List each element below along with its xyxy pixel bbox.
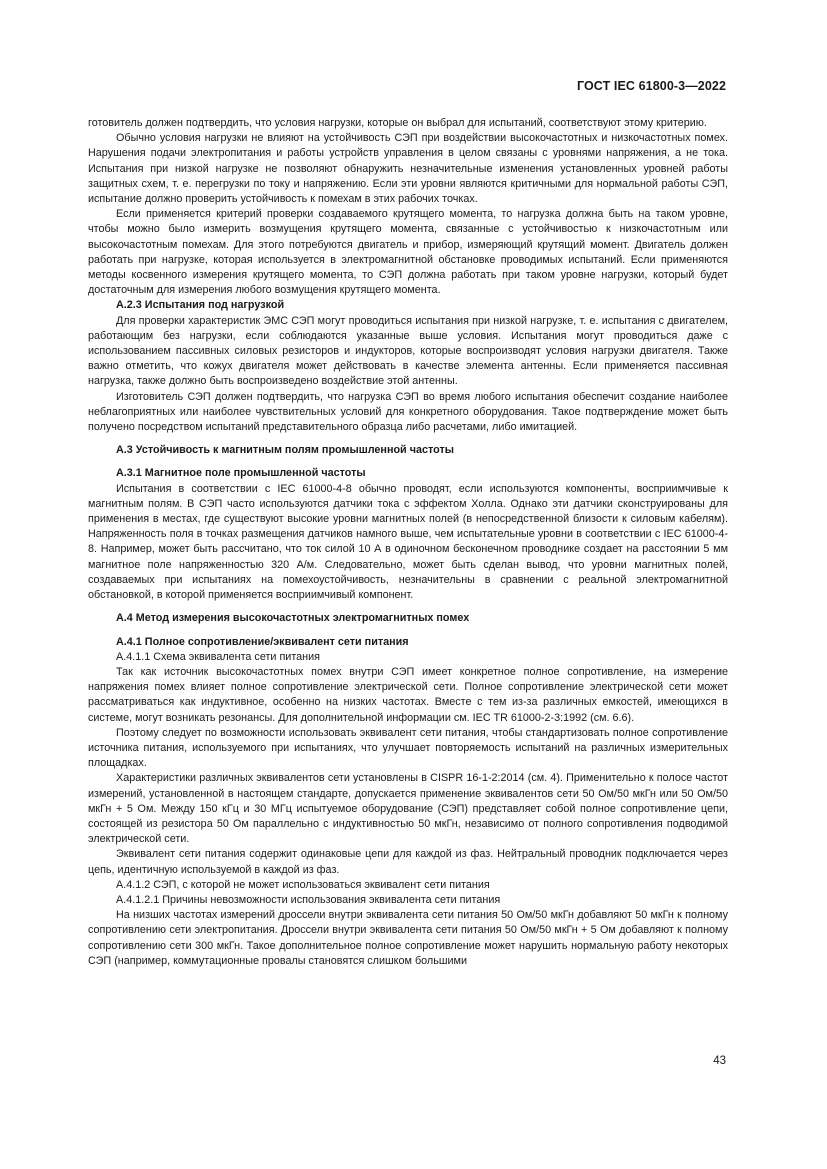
paragraph: Так как источник высокочастотных помех внутри СЭП имеет конкретное полное сопротивление, на измерение напряжения помех влияет полное сопротивление электрической сети. Полное сопротивление электрической сети может рассматриваться как индуктивное, особенно на низких частотах. Вместе с тем из-за различных емкостей, имеющихся в системе, могут возникать резонансы. Для дополнительной информации см. IEC TR 61000-2-3:1992 (см. 6.6).: [88, 665, 728, 724]
paragraph: Изготовитель СЭП должен подтвердить, что нагрузка СЭП во время любого испытания обеспечит создание наиболее неблагоприятных или наиболее чувствительных условий для конкретного оборудования. Такое подтверждение может быть получено посредством испытаний представительного образца либо расчетами, либо имитацией.: [88, 390, 728, 434]
section-heading: А.2.3 Испытания под нагрузкой: [116, 299, 285, 312]
paragraph: Испытания в соответствии с IEC 61000-4-8 обычно проводят, если используются компоненты, восприимчивые к магнитным полям. В СЭП часто используются датчики тока с эффектом Холла. Однако эти датчики сконструированы для применения в местах, где существуют высокие уровни магнитных полей (в непосредственной близости к силовым кабелям). Напряженность поля в точках размещения датчиков намного выше, чем испытательные уровни в соответствии с IEC 61000-4-8. Например, может быть рассчитано, что ток силой 10 А в одиночном бесконечном проводнике создает на расстоянии 5 мм магнитное поле напряженностью 320 А/м. Следовательно, может быть сделан вывод, что уровни магнитных полей, создаваемых при испытаниях на помехоустойчивость, незначительны в сравнении с реальной электромагнитной обстановкой, в которой применяется восприимчивый компонент.: [88, 482, 728, 602]
paragraph: готовитель должен подтвердить, что условия нагрузки, которые он выбрал для испытаний, соответствуют этому критерию.: [88, 117, 707, 129]
subsection-title: А.4.1.2 СЭП, с которой не может использоваться эквивалент сети питания: [116, 878, 490, 891]
paragraph: Для проверки характеристик ЭМС СЭП могут проводиться испытания при низкой нагрузке, т. е. испытания с двигателем, работающим без нагрузки, если соблюдаются указанные выше условия. Испытания могут проводиться даже с использованием пассивных силовых резисторов и индукторов, которые воспроизводят условия нагрузки двигателя. Также важно отметить, что кожух двигателя может действовать в качестве элемента антенны. Если применяется пассивная нагрузка, также должно быть воспроизведено воздействие этой антенны.: [88, 314, 728, 388]
document-body: [88, 116, 728, 969]
section-heading: А.3.1 Магнитное поле промышленной частоты: [116, 467, 366, 480]
page-number: 43: [713, 1055, 726, 1067]
paragraph: Характеристики различных эквивалентов сети установлены в CISPR 16-1-2:2014 (см. 4). Применительно к полосе частот измерений, установленной в настоящем стандарте, допускается применение эквивалентов сети 50 Ом/50 мкГн или 50 Ом/50 мкГн + 5 Ом. Между 150 кГц и 30 МГц испытуемое оборудование (СЭП) представляет собой полное сопротивление цепи, состоящей из резистора 50 Ом параллельно с индуктивностью 50 мкГн, независимо от полного сопротивления подводимой электрической сети.: [88, 772, 728, 846]
section-heading: А.3 Устойчивость к магнитным полям промышленной частоты: [116, 444, 454, 457]
subsection-title: А.4.1.1 Схема эквивалента сети питания: [116, 650, 321, 663]
section-heading: А.4 Метод измерения высокочастотных электромагнитных помех: [116, 612, 470, 625]
paragraph: Эквивалент сети питания содержит одинаковые цепи для каждой из фаз. Нейтральный проводник подключается через цепь, идентичную используемой в каждой из фаз.: [88, 848, 728, 876]
paragraph: На низших частотах измерений дроссели внутри эквивалента сети питания 50 Ом/50 мкГн добавляют 50 мкГн к полному сопротивлению сети электропитания. Дроссели внутри эквивалента сети питания 50 Ом/50 мкГн + 5 Ом добавляют к полному сопротивлению сети 300 мкГн. Такое дополнительное полное сопротивление может нарушить нормальную работу некоторых СЭП (например, коммутационные провалы становятся слишком большими: [88, 909, 728, 967]
section-heading: А.4.1 Полное сопротивление/эквивалент сети питания: [116, 635, 409, 648]
paragraph: Если применяется критерий проверки создаваемого крутящего момента, то нагрузка должна быть на таком уровне, чтобы можно было измерить возмущения крутящего момента, связанные с устойчивостью к низкочастотным или высокочастотным помехам. Для этого потребуются двигатель и прибор, измеряющий крутящий момент. Двигатель должен работать при нагрузке, которая используется в электромагнитной обстановке проводимых испытаний. Если применяются методы косвенного измерения крутящего момента, то СЭП должна работать при таком уровне нагрузки, который будет достаточным для измерения любого возмущения крутящего момента.: [88, 208, 728, 297]
subsection-title: А.4.1.2.1 Причины невозможности использования эквивалента сети питания: [116, 893, 501, 906]
paragraph: Обычно условия нагрузки не влияют на устойчивость СЭП при воздействии высокочастотных и низкочастотных помех. Нарушения подачи электропитания и работы устройств управления в целом связаны с уровнями напряжения, а не тока. Испытания при низкой нагрузке не позволяют обнаружить незначительные изменения установленных уровней работы защитных схем, т. е. перегрузки по току и напряжению. Если эти уровни являются критичными для нормальной работы СЭП, испытание должно проверить устойчивость к помехам в этих рабочих точках.: [88, 132, 728, 206]
document-header: ГОСТ IEC 61800-3—2022: [576, 79, 726, 93]
paragraph: Поэтому следует по возможности использовать эквивалент сети питания, чтобы стандартизовать полное сопротивление источника питания, используемого при испытаниях, что улучшает повторяемость испытаний на различных измерительных площадках.: [88, 726, 728, 770]
